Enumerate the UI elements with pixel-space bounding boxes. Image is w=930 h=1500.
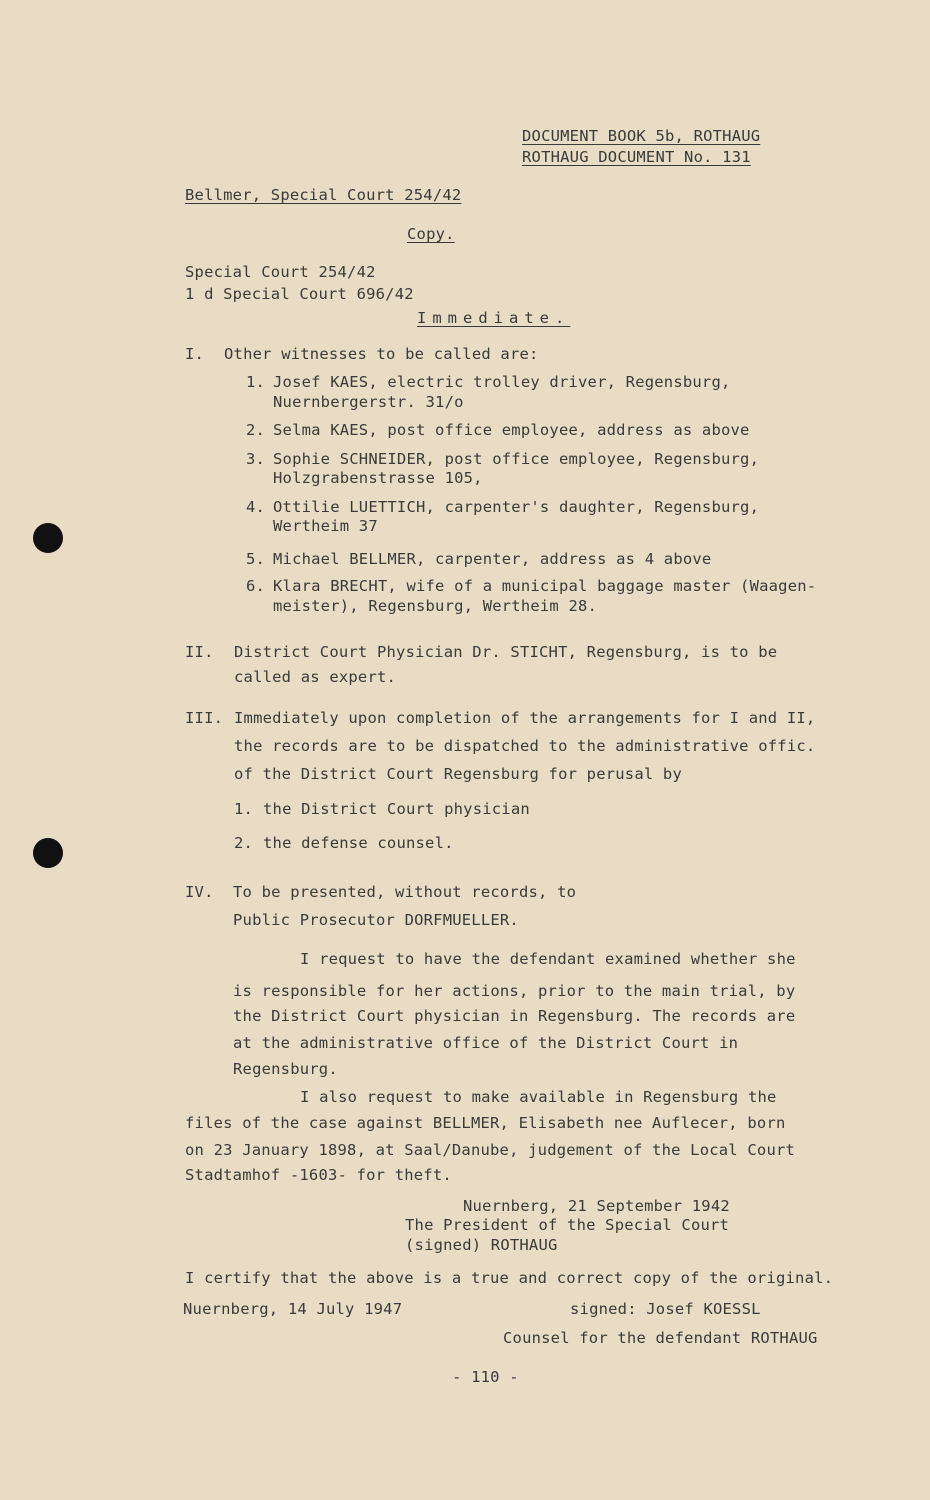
copy-label: Copy.: [407, 225, 455, 243]
request-line: I also request to make available in Regensburg the: [300, 1088, 777, 1106]
section-3-line: the records are to be dispatched to the administrative offic.: [234, 737, 816, 755]
witness-number: 5.: [246, 550, 266, 568]
witness-line: Sophie SCHNEIDER, post office employee, Regensburg,: [273, 450, 760, 468]
document-number-line: ROTHAUG DOCUMENT No. 131: [522, 148, 751, 166]
request-line: the District Court physician in Regensburg. The records are: [233, 1007, 796, 1025]
witness-number: 4.: [246, 498, 266, 516]
certification-place-date: Nuernberg, 14 July 1947: [183, 1300, 403, 1318]
request-line: is responsible for her actions, prior to the main trial, by: [233, 982, 796, 1000]
section-3-numeral: III.: [185, 709, 224, 727]
certification-signed: signed: Josef KOESSL: [570, 1300, 761, 1318]
section-4-numeral: IV.: [185, 883, 214, 901]
witness-line: Selma KAES, post office employee, address as above: [273, 421, 750, 439]
section-3-line: of the District Court Regensburg for perusal by: [234, 765, 682, 783]
witness-line: Klara BRECHT, wife of a municipal baggage master (Waagen-: [273, 577, 817, 595]
signature-place-date: Nuernberg, 21 September 1942: [463, 1197, 730, 1215]
perusal-item: the defense counsel.: [263, 834, 454, 852]
punch-hole: [33, 523, 63, 553]
section-1-intro: Other witnesses to be called are:: [224, 345, 539, 363]
case-reference: Bellmer, Special Court 254/42: [185, 186, 462, 204]
signature-signed: (signed) ROTHAUG: [405, 1236, 558, 1254]
perusal-item-number: 2.: [234, 834, 254, 852]
witness-line: Nuernbergerstr. 31/o: [273, 393, 464, 411]
request-line: Regensburg.: [233, 1060, 338, 1078]
document-book-line: DOCUMENT BOOK 5b, ROTHAUG: [522, 127, 761, 145]
witness-line: Ottilie LUETTICH, carpenter's daughter, Regensburg,: [273, 498, 760, 516]
page-number: - 110 -: [452, 1368, 519, 1386]
immediate-label: Immediate.: [417, 309, 571, 327]
file-ref-2: 1 d Special Court 696/42: [185, 285, 414, 303]
certification-role: Counsel for the defendant ROTHAUG: [503, 1329, 818, 1347]
section-2-line: called as expert.: [234, 668, 397, 686]
section-4-line: To be presented, without records, to: [233, 883, 577, 901]
witness-number: 2.: [246, 421, 266, 439]
section-3-line: Immediately upon completion of the arrangements for I and II,: [234, 709, 816, 727]
request-line: Stadtamhof -1603- for theft.: [185, 1166, 452, 1184]
section-1-numeral: I.: [185, 345, 205, 363]
certification-statement: I certify that the above is a true and correct copy of the original.: [185, 1269, 834, 1287]
witness-line: Wertheim 37: [273, 517, 378, 535]
witness-number: 3.: [246, 450, 266, 468]
witness-number: 1.: [246, 373, 266, 391]
signature-title: The President of the Special Court: [405, 1216, 730, 1234]
witness-line: Michael BELLMER, carpenter, address as 4 above: [273, 550, 712, 568]
request-line: on 23 January 1898, at Saal/Danube, judgement of the Local Court: [185, 1141, 796, 1159]
request-line: I request to have the defendant examined whether she: [300, 950, 796, 968]
request-line: at the administrative office of the District Court in: [233, 1034, 739, 1052]
witness-number: 6.: [246, 577, 266, 595]
witness-line: Holzgrabenstrasse 105,: [273, 469, 483, 487]
section-2-numeral: II.: [185, 643, 214, 661]
witness-line: Josef KAES, electric trolley driver, Regensburg,: [273, 373, 731, 391]
perusal-item: the District Court physician: [263, 800, 530, 818]
section-4-line: Public Prosecutor DORFMUELLER.: [233, 911, 519, 929]
punch-hole: [33, 838, 63, 868]
witness-line: meister), Regensburg, Wertheim 28.: [273, 597, 598, 615]
request-line: files of the case against BELLMER, Elisabeth nee Auflecer, born: [185, 1114, 786, 1132]
file-ref-1: Special Court 254/42: [185, 263, 376, 281]
perusal-item-number: 1.: [234, 800, 254, 818]
section-2-line: District Court Physician Dr. STICHT, Regensburg, is to be: [234, 643, 778, 661]
